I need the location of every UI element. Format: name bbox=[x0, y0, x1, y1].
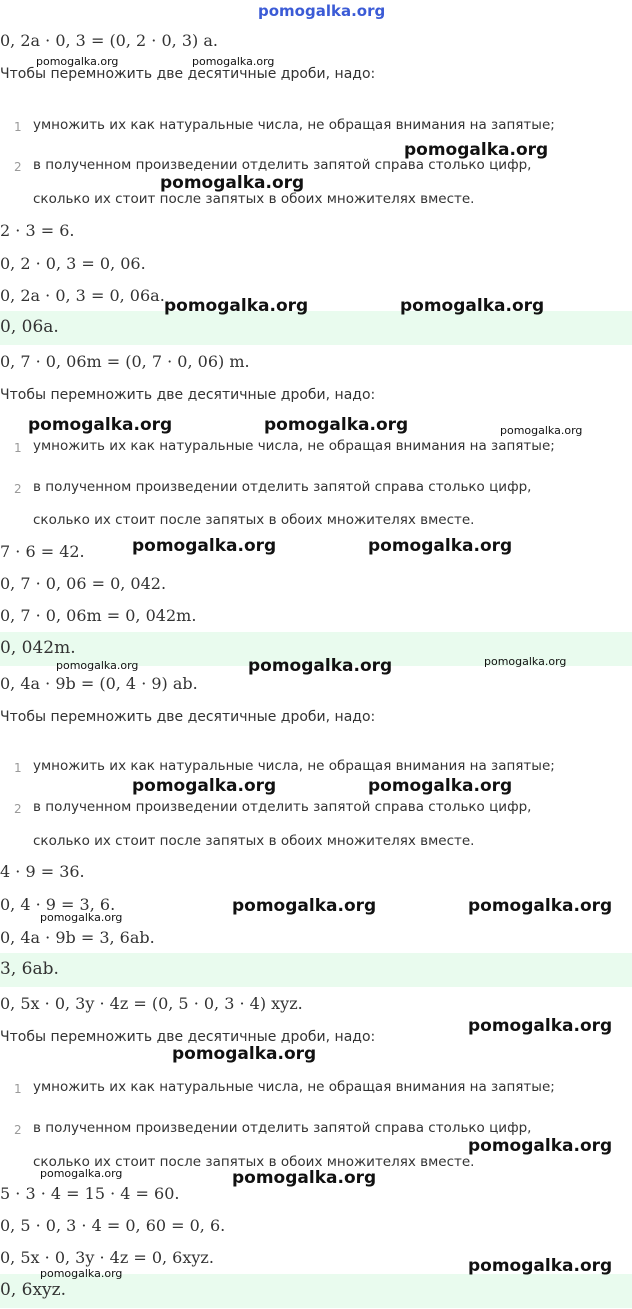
rule-item-text: умножить их как натуральные числа, не обращая внимания на запятые; bbox=[33, 117, 555, 133]
watermark: pomogalka.org bbox=[56, 659, 139, 672]
step-4-1: 5 · 3 · 4 = 15 · 4 = 60. bbox=[0, 1184, 180, 1203]
answer-box-1 bbox=[0, 311, 632, 345]
rule-item-number: 1 bbox=[14, 441, 22, 455]
watermark: pomogalka.org bbox=[36, 55, 119, 68]
step-3-2: 0, 4 · 9 = 3, 6. bbox=[0, 895, 116, 914]
step-4-2: 0, 5 · 0, 3 · 4 = 0, 60 = 0, 6. bbox=[0, 1216, 226, 1235]
watermark: pomogalka.org bbox=[40, 911, 123, 924]
step-1-2: 0, 2 · 0, 3 = 0, 06. bbox=[0, 254, 146, 273]
watermark: pomogalka.org bbox=[404, 140, 549, 160]
watermark: pomogalka.org bbox=[132, 776, 277, 796]
rule-item-number: 2 bbox=[14, 802, 22, 816]
watermark: pomogalka.org bbox=[468, 1256, 613, 1276]
rule-item-text: умножить их как натуральные числа, не обращая внимания на запятые; bbox=[33, 758, 555, 774]
rule-item-number: 2 bbox=[14, 160, 22, 174]
rule-item-text: в полученном произведении отделить запятой справа столько цифр, bbox=[33, 479, 532, 495]
rule-item-number: 2 bbox=[14, 1123, 22, 1137]
answer-box-3 bbox=[0, 953, 632, 987]
rule-item-number: 1 bbox=[14, 120, 22, 134]
expression-3: 0, 4a · 9b = (0, 4 · 9) ab. bbox=[0, 674, 198, 693]
watermark: pomogalka.org bbox=[500, 424, 583, 437]
watermark: pomogalka.org bbox=[232, 896, 377, 916]
watermark: pomogalka.org bbox=[232, 1168, 377, 1188]
step-3-3: 0, 4a · 9b = 3, 6ab. bbox=[0, 928, 155, 947]
watermark: pomogalka.org bbox=[160, 173, 305, 193]
rule-item-number: 2 bbox=[14, 482, 22, 496]
answer-4: 0, 6xyz. bbox=[0, 1280, 66, 1300]
step-2-2: 0, 7 · 0, 06 = 0, 042. bbox=[0, 574, 167, 593]
rule-item-text: сколько их стоит после запятых в обоих множителях вместе. bbox=[33, 1154, 475, 1170]
watermark: pomogalka.org bbox=[468, 896, 613, 916]
step-2-3: 0, 7 · 0, 06m = 0, 042m. bbox=[0, 606, 197, 625]
rule-item-text: сколько их стоит после запятых в обоих множителях вместе. bbox=[33, 512, 475, 528]
step-1-1: 2 · 3 = 6. bbox=[0, 221, 75, 240]
answer-2: 0, 042m. bbox=[0, 638, 76, 658]
answer-3: 3, 6ab. bbox=[0, 959, 59, 979]
watermark: pomogalka.org bbox=[368, 776, 513, 796]
expression-4: 0, 5x · 0, 3y · 4z = (0, 5 · 0, 3 · 4) xyz. bbox=[0, 994, 303, 1013]
watermark: pomogalka.org bbox=[28, 415, 173, 435]
rule-item-text: в полученном произведении отделить запятой справа столько цифр, bbox=[33, 799, 532, 815]
expression-2: 0, 7 · 0, 06m = (0, 7 · 0, 06) m. bbox=[0, 352, 250, 371]
rule-heading-2: Чтобы перемножить две десятичные дроби, надо: bbox=[0, 387, 376, 403]
rule-item-text: сколько их стоит после запятых в обоих множителях вместе. bbox=[33, 191, 475, 207]
watermark: pomogalka.org bbox=[400, 296, 545, 316]
watermark: pomogalka.org bbox=[484, 655, 567, 668]
watermark: pomogalka.org bbox=[192, 55, 275, 68]
rule-item-number: 1 bbox=[14, 1082, 22, 1096]
step-1-3: 0, 2a · 0, 3 = 0, 06a. bbox=[0, 286, 165, 305]
step-3-1: 4 · 9 = 36. bbox=[0, 862, 85, 881]
rule-item-number: 1 bbox=[14, 761, 22, 775]
watermark: pomogalka.org bbox=[468, 1136, 613, 1156]
watermark: pomogalka.org bbox=[368, 536, 513, 556]
watermark: pomogalka.org bbox=[40, 1167, 123, 1180]
watermark: pomogalka.org bbox=[164, 296, 309, 316]
expression-1: 0, 2a · 0, 3 = (0, 2 · 0, 3) a. bbox=[0, 31, 218, 50]
rule-heading-3: Чтобы перемножить две десятичные дроби, надо: bbox=[0, 709, 376, 725]
step-2-1: 7 · 6 = 42. bbox=[0, 542, 85, 561]
rule-item-text: в полученном произведении отделить запятой справа столько цифр, bbox=[33, 157, 532, 173]
watermark: pomogalka.org bbox=[248, 656, 393, 676]
rule-item-text: умножить их как натуральные числа, не обращая внимания на запятые; bbox=[33, 438, 555, 454]
watermark: pomogalka.org bbox=[132, 536, 277, 556]
rule-heading-1: Чтобы перемножить две десятичные дроби, надо: bbox=[0, 66, 376, 82]
watermark: pomogalka.org bbox=[172, 1044, 317, 1064]
rule-item-text: в полученном произведении отделить запятой справа столько цифр, bbox=[33, 1120, 532, 1136]
answer-1: 0, 06a. bbox=[0, 317, 59, 337]
watermark: pomogalka.org bbox=[468, 1016, 613, 1036]
rule-item-text: сколько их стоит после запятых в обоих множителях вместе. bbox=[33, 833, 475, 849]
watermark: pomogalka.org bbox=[40, 1267, 123, 1280]
rule-item-text: умножить их как натуральные числа, не обращая внимания на запятые; bbox=[33, 1079, 555, 1095]
rule-heading-4: Чтобы перемножить две десятичные дроби, надо: bbox=[0, 1029, 376, 1045]
watermark: pomogalka.org bbox=[264, 415, 409, 435]
watermark-top: pomogalka.org bbox=[258, 2, 386, 20]
step-4-3: 0, 5x · 0, 3y · 4z = 0, 6xyz. bbox=[0, 1248, 214, 1267]
